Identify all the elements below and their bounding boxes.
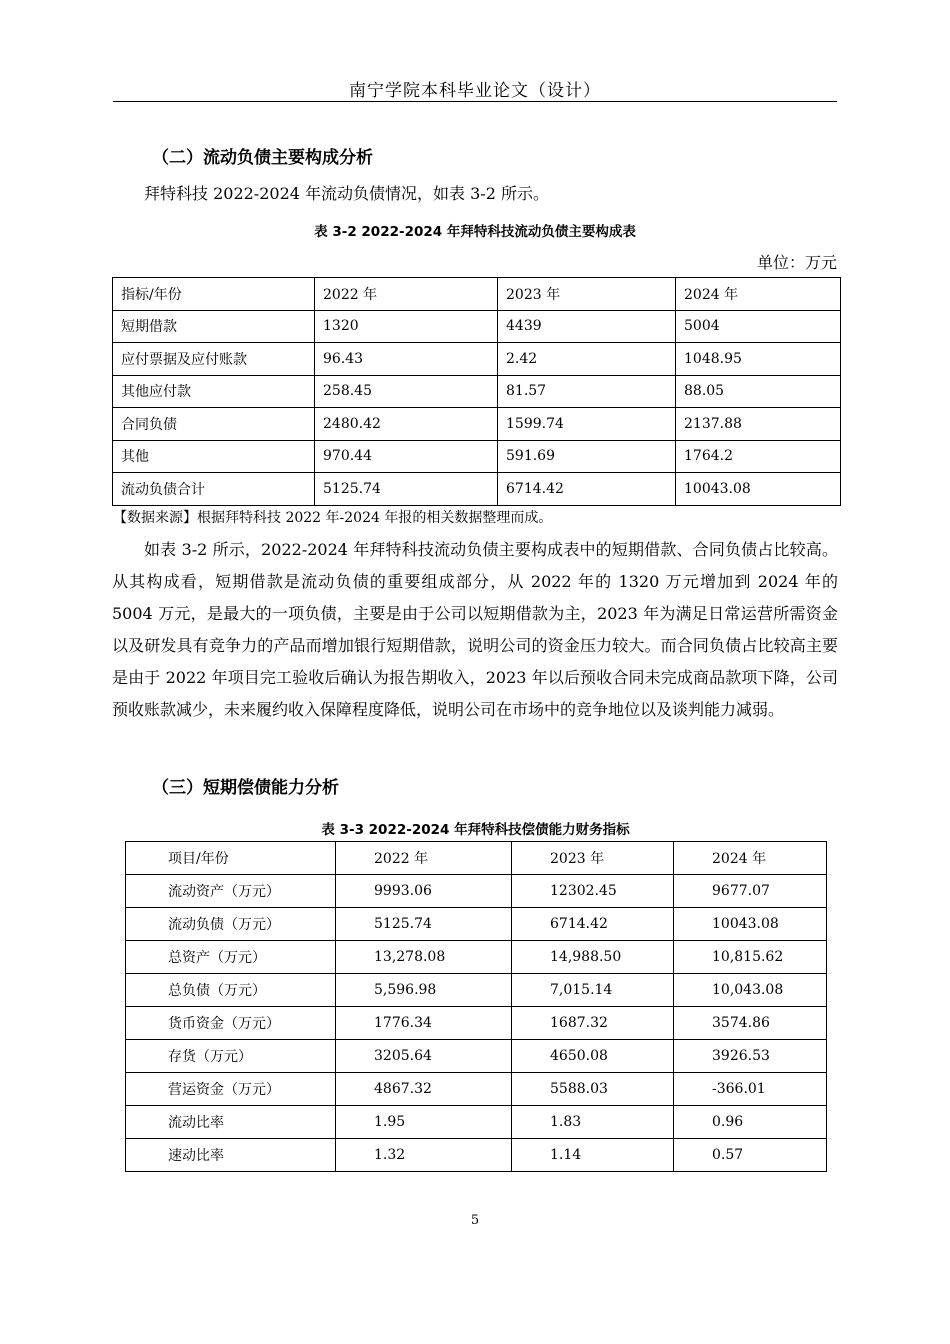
table-cell: 10,815.62 (674, 941, 827, 974)
page-number: 5 (470, 1213, 480, 1228)
table-cell: 其他应付款 (113, 375, 315, 408)
table-cell: 1.83 (512, 1106, 674, 1139)
table-cell: 5125.74 (315, 473, 498, 506)
table32-caption: 表 3-2 2022-2024 年拜特科技流动负债主要构成表 (314, 224, 636, 240)
table-cell: 10,043.08 (674, 974, 827, 1007)
section2-heading: （二）流动负债主要构成分析 (152, 148, 373, 168)
table-cell: 应付票据及应付账款 (113, 343, 315, 376)
table-cell: 10043.08 (674, 908, 827, 941)
table-cell: 3926.53 (674, 1040, 827, 1073)
table-cell: 3574.86 (674, 1007, 827, 1040)
table-cell: 营运资金（万元） (126, 1073, 336, 1106)
table-cell: 12302.45 (512, 875, 674, 908)
table-3-2 (112, 277, 841, 506)
table-header-cell: 2023 年 (512, 842, 674, 875)
table-cell: 速动比率 (126, 1139, 336, 1172)
table-cell: 5,596.98 (336, 974, 512, 1007)
table-row (113, 310, 841, 343)
table-cell: -366.01 (674, 1073, 827, 1106)
section3-heading: （三）短期偿债能力分析 (152, 778, 339, 798)
section2-analysis: 如表 3-2 所示，2022-2024 年拜特科技流动负债主要构成表中的短期借款、合同负债占比较高。从其构成看，短期借款是流动负债的重要组成部分，从 2022 年的 1320 万元增加到 2024 年的 5004 万元，是最大的一项负债，主要是由于公司以短期借款为主，2023 年为满足日常运营所需资金以及研发具有竞争力的产品而增加银行短期借款，说明公司的资金压力较大。而合同负债占比较高主要是由于 2022 年项目完工验收后确认为报告期收入，2023 年以后预收合同未完成商品款项下降，公司预收账款减少，未来履约收入保障程度降低，说明公司在市场中的竞争地位以及谈判能力减弱。 (112, 540, 838, 719)
table-row (126, 941, 827, 974)
table-cell: 1776.34 (336, 1007, 512, 1040)
table-cell: 258.45 (315, 375, 498, 408)
table-cell: 81.57 (498, 375, 676, 408)
table-cell: 970.44 (315, 440, 498, 473)
page-header: 南宁学院本科毕业论文（设计） (349, 81, 601, 101)
table-cell: 7,015.14 (512, 974, 674, 1007)
table-header-cell: 2022 年 (336, 842, 512, 875)
table-cell: 1320 (315, 310, 498, 343)
table-cell: 2480.42 (315, 408, 498, 441)
header-rule (113, 101, 837, 102)
table-cell: 流动负债合计 (113, 473, 315, 506)
table-header-cell: 指标/年份 (113, 278, 315, 311)
table-header-cell: 2023 年 (498, 278, 676, 311)
table-row (126, 908, 827, 941)
table-cell: 10043.08 (676, 473, 841, 506)
section2-intro: 拜特科技 2022-2024 年流动负债情况，如表 3-2 所示。 (144, 184, 549, 203)
table-header-row (126, 842, 827, 875)
table-cell: 4439 (498, 310, 676, 343)
table-header-row (113, 278, 841, 311)
table-header-cell: 2024 年 (676, 278, 841, 311)
table-cell: 1.32 (336, 1139, 512, 1172)
table32-source: 【数据来源】根据拜特科技 2022 年-2024 年报的相关数据整理而成。 (113, 510, 553, 526)
table-cell: 流动负债（万元） (126, 908, 336, 941)
table-cell: 96.43 (315, 343, 498, 376)
table-3-3 (125, 841, 827, 1172)
table-row (126, 1040, 827, 1073)
table-row (113, 440, 841, 473)
table-header-cell: 2024 年 (674, 842, 827, 875)
table-cell: 2.42 (498, 343, 676, 376)
table32-unit: 单位：万元 (756, 253, 837, 272)
table-cell: 5125.74 (336, 908, 512, 941)
table-row (126, 974, 827, 1007)
table-cell: 3205.64 (336, 1040, 512, 1073)
table-cell: 合同负债 (113, 408, 315, 441)
table-row (126, 1139, 827, 1172)
table-cell: 5588.03 (512, 1073, 674, 1106)
table-row (126, 1007, 827, 1040)
table-cell: 1.95 (336, 1106, 512, 1139)
table-cell: 1599.74 (498, 408, 676, 441)
table-cell: 1687.32 (512, 1007, 674, 1040)
table-cell: 14,988.50 (512, 941, 674, 974)
table-cell: 9677.07 (674, 875, 827, 908)
table-cell: 2137.88 (676, 408, 841, 441)
table-row (126, 875, 827, 908)
table-cell: 短期借款 (113, 310, 315, 343)
table-cell: 6714.42 (498, 473, 676, 506)
table-row (126, 1073, 827, 1106)
table-cell: 流动比率 (126, 1106, 336, 1139)
table-cell: 6714.42 (512, 908, 674, 941)
table-cell: 0.96 (674, 1106, 827, 1139)
table-header-cell: 项目/年份 (126, 842, 336, 875)
table-cell: 存货（万元） (126, 1040, 336, 1073)
table-row (126, 1106, 827, 1139)
table-row (113, 343, 841, 376)
table-row (113, 375, 841, 408)
table-cell: 13,278.08 (336, 941, 512, 974)
table-cell: 591.69 (498, 440, 676, 473)
table-cell: 9993.06 (336, 875, 512, 908)
table-cell: 流动资产（万元） (126, 875, 336, 908)
table-row (113, 408, 841, 441)
table-cell: 4650.08 (512, 1040, 674, 1073)
table-cell: 总负债（万元） (126, 974, 336, 1007)
table-row (113, 473, 841, 506)
table-cell: 0.57 (674, 1139, 827, 1172)
table-header-cell: 2022 年 (315, 278, 498, 311)
table-cell: 88.05 (676, 375, 841, 408)
table33-caption: 表 3-3 2022-2024 年拜特科技偿债能力财务指标 (321, 822, 630, 838)
table-cell: 1048.95 (676, 343, 841, 376)
table-cell: 货币资金（万元） (126, 1007, 336, 1040)
table-cell: 1764.2 (676, 440, 841, 473)
table-cell: 其他 (113, 440, 315, 473)
table-cell: 总资产（万元） (126, 941, 336, 974)
table-cell: 5004 (676, 310, 841, 343)
table-cell: 1.14 (512, 1139, 674, 1172)
table-cell: 4867.32 (336, 1073, 512, 1106)
